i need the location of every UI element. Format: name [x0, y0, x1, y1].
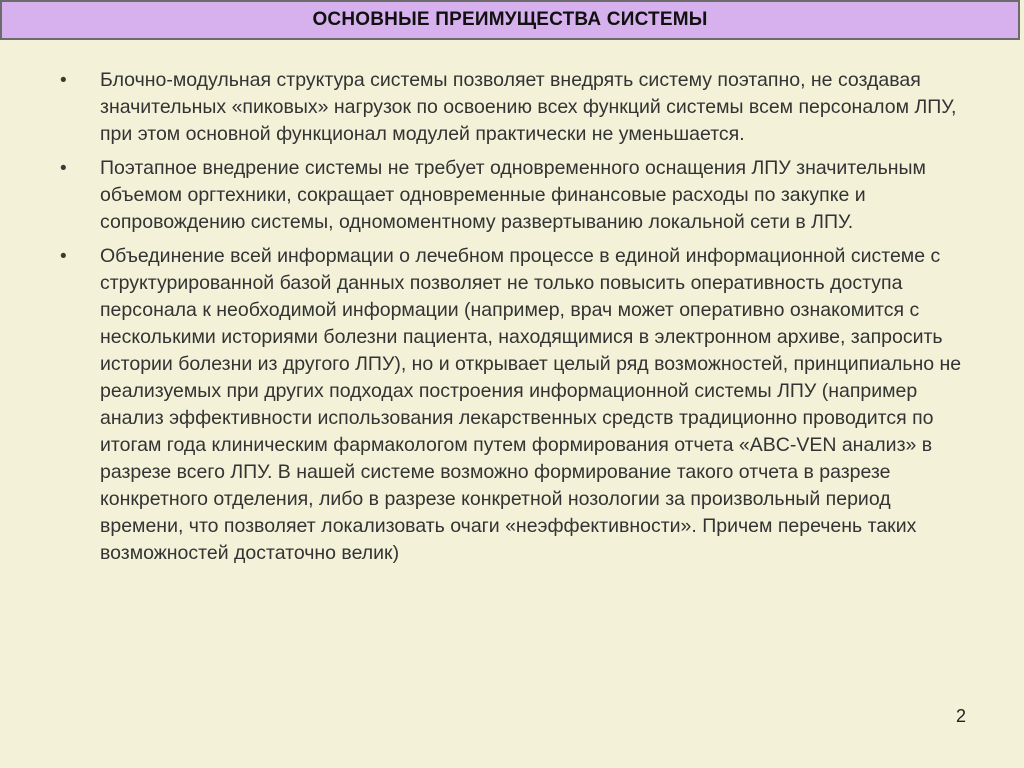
bullet-item: [60, 155, 970, 236]
bullet-text: Поэтапное внедрение системы не требует одновременного оснащения ЛПУ значительным объемом оргтехники, сокращает одновременные финансовые расходы по закупке и сопровождению системы, одномоментному развертыванию локальной сети в ЛПУ.: [100, 157, 926, 233]
bullet-list: [60, 67, 970, 574]
bullet-icon: •: [60, 246, 67, 267]
slide-title-bar: [0, 0, 1020, 40]
bullet-item: [60, 67, 970, 148]
bullet-text: Блочно-модульная структура системы позволяет внедрять систему поэтапно, не создавая значительных «пиковых» нагрузок по освоению всех функций системы всем персоналом ЛПУ, при этом основной функционал модулей практически не уменьшается.: [100, 69, 957, 145]
bullet-icon: •: [60, 70, 67, 91]
bullet-text: Объединение всей информации о лечебном процессе в единой информационной системе с структурированной базой данных позволяет не только повысить оперативность доступа персонала к необходимой информации (например, врач может оперативно ознакомится с несколькими историями болезни пациента, находящимися в электронном архиве, запросить истории болезни из другого ЛПУ), но и открывает целый ряд возможностей, принципиально не реализуемых при других подходах построения информационной системы ЛПУ (например анализ эффективности использования лекарственных средств традиционно проводится по итогам года клиническим фармакологом путем формирования отчета «ABC-VEN анализ» в разрезе всего ЛПУ. В нашей системе возможно формирование такого отчета в разрезе конкретного отделения, либо в разрезе конкретной нозологии за произвольный период времени, что позволяет локализовать очаги «неэффективности». Причем перечень таких возможностей достаточно велик): [100, 245, 962, 564]
bullet-item: [60, 243, 970, 567]
slide-title: ОСНОВНЫЕ ПРЕИМУЩЕСТВА СИСТЕМЫ: [312, 9, 708, 30]
bullet-icon: •: [60, 158, 67, 179]
page-number: 2: [955, 706, 966, 726]
